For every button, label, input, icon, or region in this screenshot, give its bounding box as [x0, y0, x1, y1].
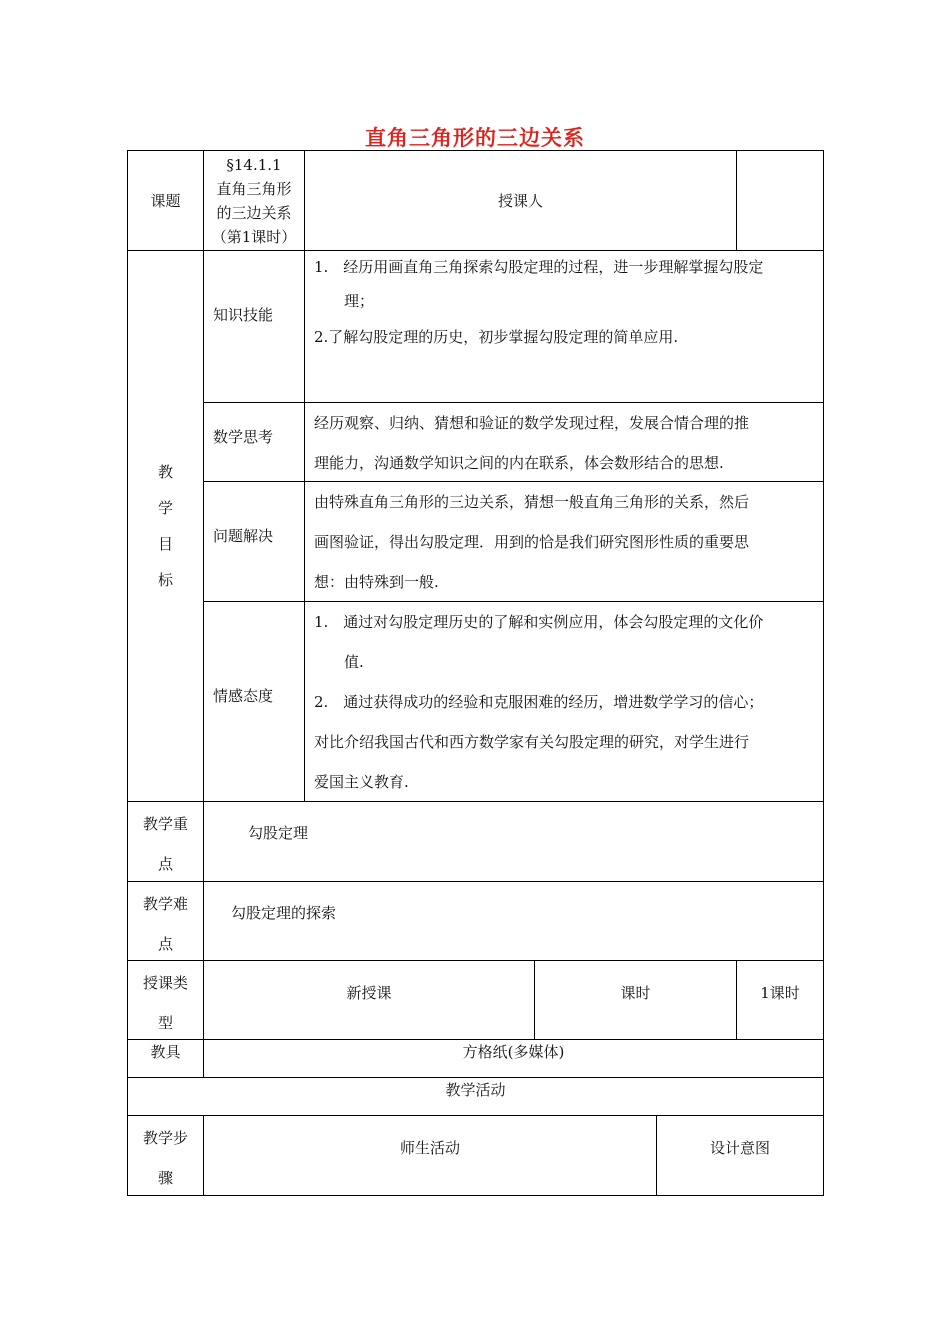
teacher-label-cell [305, 151, 737, 251]
goal-line: 2. 通过获得成功的经验和克服困难的经历，增进数学学习的信心； [314, 693, 764, 711]
topic-label: 课题 [150, 191, 181, 210]
goal-content-cell [305, 251, 824, 403]
topic-line: 直角三角形 [216, 180, 292, 198]
activity-column-header [204, 1116, 657, 1196]
difficulty-label: 教学难 [142, 895, 188, 913]
goal-content-cell [305, 602, 824, 802]
key-point-label: 点 [157, 855, 173, 873]
goal-content-cell [305, 482, 824, 602]
hours-value-cell [737, 961, 824, 1040]
key-point-label: 教学重 [142, 815, 188, 833]
goal-line: 爱国主义教育. [314, 773, 409, 791]
difficulty-label-cell [128, 882, 204, 961]
goal-line: 值. [344, 653, 364, 671]
tools-value: 方格纸(多媒体) [462, 1043, 565, 1061]
lesson-type-value-cell [204, 961, 535, 1040]
goal-label-cell [204, 602, 305, 802]
goal-label: 情感态度 [213, 687, 274, 705]
goals-label-char: 标 [157, 571, 173, 589]
goal-label-cell [204, 482, 305, 602]
topic-line: §14.1.1 [226, 156, 282, 174]
goals-label-char: 目 [157, 535, 173, 553]
hours-label-cell [535, 961, 737, 1040]
lesson-type-value: 新授课 [346, 984, 392, 1002]
goal-line: 1. 通过对勾股定理历史的了解和实例应用，体会勾股定理的文化价 [314, 613, 764, 631]
activity-column-label: 师生活动 [399, 1139, 460, 1157]
steps-label: 骤 [157, 1169, 173, 1187]
key-point-value: 勾股定理 [248, 824, 309, 842]
goal-label-cell [204, 403, 305, 482]
goal-line: 经历观察、归纳、猜想和验证的数学发现过程，发展合情合理的推 [314, 414, 750, 432]
topic-line: （第1课时） [211, 228, 297, 246]
goal-line: 画图验证，得出勾股定理．用到的恰是我们研究图形性质的重要思 [314, 533, 750, 551]
difficulty-value: 勾股定理的探索 [231, 904, 337, 922]
lesson-type-label: 型 [157, 1014, 173, 1032]
tools-value-cell [204, 1040, 824, 1078]
topic-line: 的三边关系 [216, 204, 292, 222]
goal-line: 对比介绍我国古代和西方数学家有关勾股定理的研究，对学生进行 [314, 733, 750, 751]
lesson-plan-table [127, 150, 824, 1196]
lesson-type-label-cell [128, 961, 204, 1040]
tools-label: 教具 [150, 1043, 181, 1061]
goal-label: 知识技能 [213, 306, 274, 324]
goal-label-cell [204, 251, 305, 403]
key-point-value-cell [204, 802, 824, 882]
teacher-label: 授课人 [497, 191, 543, 210]
topic-label-cell [128, 151, 204, 251]
goal-content-cell [305, 403, 824, 482]
goal-line: 想：由特殊到一般. [314, 573, 439, 591]
goal-line: 2.了解勾股定理的历史，初步掌握勾股定理的简单应用. [314, 328, 679, 346]
lesson-type-label: 授课类 [142, 974, 188, 992]
difficulty-label: 点 [157, 935, 173, 953]
goal-line: 理； [344, 292, 375, 310]
goal-line: 理能力，沟通数学知识之间的内在联系，体会数形结合的思想. [314, 454, 724, 472]
goal-label: 问题解决 [213, 527, 274, 545]
goals-label-char: 学 [157, 499, 173, 517]
goal-label: 数学思考 [213, 428, 274, 446]
goals-label-cell [128, 251, 204, 802]
activities-header-cell [128, 1078, 824, 1116]
steps-label: 教学步 [142, 1129, 188, 1147]
intent-column-header [657, 1116, 824, 1196]
hours-value: 1课时 [760, 984, 800, 1002]
steps-label-cell [128, 1116, 204, 1196]
goal-line: 由特殊直角三角形的三边关系，猜想一般直角三角形的关系，然后 [314, 493, 750, 511]
difficulty-value-cell [204, 882, 824, 961]
teacher-value-cell [737, 151, 824, 251]
topic-value-cell [204, 151, 305, 251]
page-title: 直角三角形的三边关系 [365, 125, 585, 150]
tools-label-cell [128, 1040, 204, 1078]
hours-label: 课时 [620, 984, 651, 1002]
goals-label-char: 教 [157, 463, 173, 481]
intent-column-label: 设计意图 [709, 1139, 770, 1157]
key-point-label-cell [128, 802, 204, 882]
goal-line: 1. 经历用画直角三角探索勾股定理的过程，进一步理解掌握勾股定 [314, 258, 764, 276]
activities-header: 教学活动 [445, 1081, 506, 1099]
